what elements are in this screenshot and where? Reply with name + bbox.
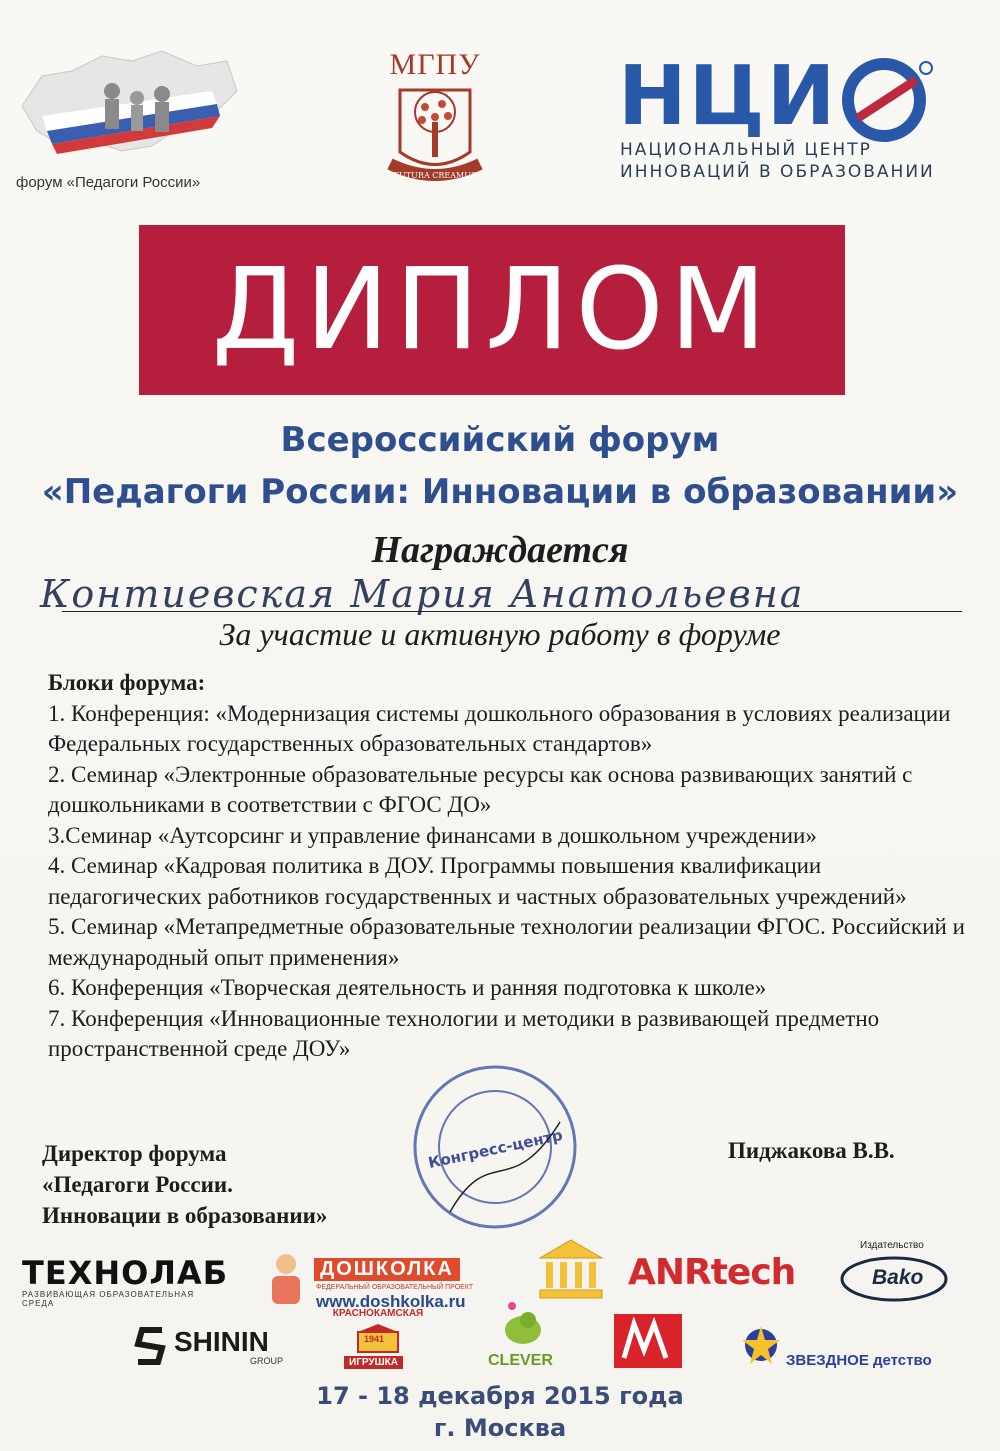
nci-line2: ИННОВАЦИЙ В ОБРАЗОВАНИИ <box>620 162 935 182</box>
forum-title-line2: «Педагоги России: Инновации в образовании» <box>41 472 959 512</box>
kras-name: КРАСНОКАМСКАЯ <box>332 1308 424 1319</box>
director-line1: Директор форума <box>42 1141 227 1166</box>
sponsor-technolab <box>22 1256 227 1306</box>
forum-logo-caption: форум «Педагоги России» <box>16 174 201 191</box>
sponsor-zvezdnoe <box>738 1322 970 1374</box>
sponsor-anrtech: ANRtech <box>628 1252 796 1293</box>
sponsor-doshkolka <box>262 1246 492 1316</box>
stamp-center-text: Конгресс-центр <box>426 1125 565 1172</box>
doshkolka-sub: ФЕДЕРАЛЬНЫЙ ОБРАЗОВАТЕЛЬНЫЙ ПРОЕКТ <box>316 1284 474 1291</box>
block-item: 5. Семинар «Метапредметные образовательные технологии реализации ФГОС. Российский и международный опыт применения» <box>48 914 965 970</box>
diploma-banner: ДИПЛОМ <box>139 225 845 395</box>
bako-publisher: Издательство <box>860 1240 924 1251</box>
nci-line1: НАЦИОНАЛЬНЫЙ ЦЕНТР <box>620 140 872 160</box>
block-item: 4. Семинар «Кадровая политика в ДОУ. Программы повышения квалификации педагогических работников государственных и частных образовательных учреждений» <box>48 853 907 909</box>
clever-bird-icon <box>498 1300 548 1350</box>
award-label: Награждается <box>371 529 629 571</box>
zvezdnoe-name: ЗВЕЗДНОЕ детство <box>786 1352 932 1369</box>
technolab-sub: РАЗВИВАЮЩАЯ ОБРАЗОВАТЕЛЬНАЯ СРЕДА <box>22 1290 195 1308</box>
forum-title-line1: Всероссийский форум <box>280 420 720 460</box>
event-dates: 17 - 18 декабря 2015 года <box>316 1382 684 1410</box>
mgpu-logo <box>370 48 500 198</box>
clever-name: CLEVER <box>488 1352 553 1369</box>
event-city: г. Москва <box>433 1414 567 1442</box>
director-line3: Инновации в образовании» <box>42 1203 328 1228</box>
block-item: 1. Конференция: «Модернизация системы дошкольного образования в условиях реализации Федеральных государственных образовательных стандартов» <box>48 700 951 756</box>
kras-year: 1941 <box>364 1334 385 1344</box>
temple-emblem-icon <box>536 1236 606 1304</box>
recipient-name: Контиевская Мария Анатольевна <box>40 572 805 616</box>
shinin-s-icon <box>132 1324 170 1368</box>
doshkolka-kids-icon <box>262 1250 310 1308</box>
director-name: Пиджакова В.В. <box>728 1138 895 1163</box>
director-line2: «Педагоги России. <box>42 1172 233 1197</box>
zvezdnoe-star-icon <box>738 1322 784 1368</box>
recipient-field <box>40 572 920 618</box>
nci-logo <box>600 49 946 187</box>
director-title <box>42 1138 327 1231</box>
forum-logo <box>12 36 242 196</box>
kras-sub: ИГРУШКА <box>344 1356 403 1369</box>
blocks-title: Блоки форума: <box>48 670 206 695</box>
block-item: 2. Семинар «Электронные образовательные ресурсы как основа развивающих занятий с дошкольниками в соответствии с ФГОС ДО» <box>48 761 913 817</box>
shinin-name: SHININ <box>174 1326 269 1357</box>
event-footer <box>0 1380 1000 1444</box>
shinin-sub: GROUP <box>250 1356 284 1366</box>
sponsor-bako <box>838 1240 953 1310</box>
sponsor-clever <box>484 1300 564 1378</box>
bako-name: Bako <box>872 1266 924 1289</box>
sponsor-krasnokamskaya <box>326 1308 430 1380</box>
nci-abbr: НЦИ <box>618 49 838 144</box>
block-item: 3.Семинар «Аутсорсинг и управление финансами в дошкольном учреждении» <box>48 822 817 848</box>
award-reason: За участие и активную работу в форуме <box>219 616 781 652</box>
block-item: 6. Конференция «Творческая деятельность и ранняя подготовка к школе» <box>48 975 767 1000</box>
mgpu-motto: FUTURA CREAMUS <box>393 171 477 180</box>
mgpu-tree-emblem <box>380 82 490 192</box>
doshkolka-name: ДОШКОЛКА <box>314 1258 460 1281</box>
recipient-underline <box>62 611 962 612</box>
forum-blocks <box>48 668 978 1065</box>
block-item: 7. Конференция «Инновационные технологии и методики в развивающей предметно пространственной среде ДОУ» <box>48 1005 880 1061</box>
sponsor-shinin <box>132 1322 292 1372</box>
mozaika-logo-icon <box>612 1312 684 1370</box>
russia-map-logo <box>12 36 242 171</box>
doshkolka-url: www.doshkolka.ru <box>316 1292 466 1311</box>
nci-circle-icon <box>838 58 938 142</box>
round-stamp <box>410 1062 580 1232</box>
mgpu-abbr: МГПУ <box>389 48 481 81</box>
technolab-name: ТЕХНОЛАБ <box>22 1254 229 1292</box>
